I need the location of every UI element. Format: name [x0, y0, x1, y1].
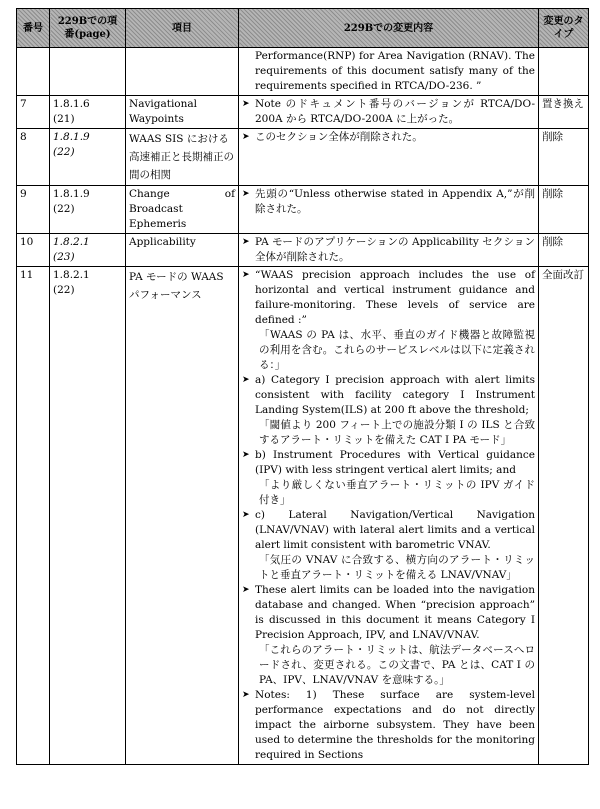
- row-type: 削除: [539, 186, 589, 234]
- bullet-item: ➤ Notes: 1) These surface are system-level performance expectations and do not directly impact the airborne subsystem. They have been used to determine the thresholds for the monitoring required in Sections: [242, 689, 535, 761]
- header-title: 項目: [126, 9, 239, 48]
- row-title: Applicability: [126, 234, 239, 267]
- row-title: Change of Broadcast Ephemeris: [126, 186, 239, 234]
- row-title: PA モードの WAAS パフォーマンス: [126, 267, 239, 765]
- header-item: 229Bでの項番(page): [50, 9, 126, 48]
- header-no: 番号: [17, 9, 50, 48]
- table-row: [17, 129, 589, 186]
- bullet-item: ➤ このセクション全体が削除された。: [242, 131, 423, 143]
- row-no: 10: [17, 234, 50, 267]
- bullet-item: ➤ c) Lateral Navigation/Vertical Navigation (LNAV/VNAV) with lateral alert limits and a vertical alert limit consistent with barometric VNAV. 「気圧の VNAV に合致する、横方向のアラート・リミットと垂直アラート・リミットを備える LNAV/VNAV」: [242, 509, 535, 581]
- bullet-item: ➤ Note のドキュメント番号のバージョンが RTCA/DO-200A から RTCA/DO-200A に上がった。: [242, 98, 535, 125]
- row-no: 9: [17, 186, 50, 234]
- row-item: 1.8.1.9 (22): [50, 129, 126, 186]
- bullet-item: ➤ “WAAS precision approach includes the use of horizontal and vertical instrument guidance and failure-monitoring. These levels of service are defined :” 「WAAS の PA は、水平、垂直のガイド機器と故障監視の利用を含む。これらのサービスレベルは以下に定義される：」: [242, 269, 535, 371]
- change-table: [16, 8, 589, 765]
- row-no: 11: [17, 267, 50, 765]
- row-type: 全面改訂: [539, 267, 589, 765]
- row-title: Navigational Waypoints: [126, 96, 239, 129]
- table-row: [17, 267, 589, 765]
- bullet-item: ➤ a) Category I precision approach with alert limits consistent with facility category I Instrument Landing System(ILS) at 200 ft above the threshold; 「閾値より 200 フィート上での施設分類 I の ILS と合致するアラート・リミットを備えた CAT I PA モード」: [242, 374, 535, 446]
- header-type: 変更のタイプ: [539, 9, 589, 48]
- row-no: 8: [17, 129, 50, 186]
- row-item: 1.8.1.6 (21): [50, 96, 126, 129]
- table-row: [17, 234, 589, 267]
- table-row: [17, 186, 589, 234]
- row-item: 1.8.1.9 (22): [50, 186, 126, 234]
- carryover-text: Performance(RNP) for Area Navigation (RNAV). The requirements of this document satisfy many of the requirements specified in RTCA/DO-236. ”: [255, 50, 535, 92]
- carryover-row: [17, 48, 589, 96]
- row-no: 7: [17, 96, 50, 129]
- bullet-item: ➤ b) Instrument Procedures with Vertical guidance (IPV) with less stringent vertical alert limits; and 「より厳しくない垂直アラート・リミットの IPV ガイド付き」: [242, 449, 535, 506]
- table-row: [17, 96, 589, 129]
- row-title: WAAS SIS における高速補正と長期補正の間の相関: [126, 129, 239, 186]
- row-item: 1.8.2.1 (22): [50, 267, 126, 765]
- bullet-item: ➤ PA モードのアプリケーションの Applicability セクション全体が削除された。: [242, 236, 535, 263]
- header-content: 229Bでの変更内容: [239, 9, 539, 48]
- table-header-row: [17, 9, 589, 48]
- row-type: 削除: [539, 129, 589, 186]
- row-type: 削除: [539, 234, 589, 267]
- bullet-item: ➤ 先頭の“Unless otherwise stated in Appendix A,”が削除された。: [242, 188, 535, 215]
- row-item: 1.8.2.1 (23): [50, 234, 126, 267]
- row-type: 置き換え: [539, 96, 589, 129]
- bullet-item: ➤ These alert limits can be loaded into the navigation database and changed. When “precision approach” is discussed in this document it means Category I Precision Approach, IPV, and LNAV/VNAV. 「これらのアラート・リミットは、航法データベースへロードされ、変更される。この文書で、PA とは、CAT I の PA、IPV、LNAV/VNAV を意味する。」: [242, 584, 535, 686]
